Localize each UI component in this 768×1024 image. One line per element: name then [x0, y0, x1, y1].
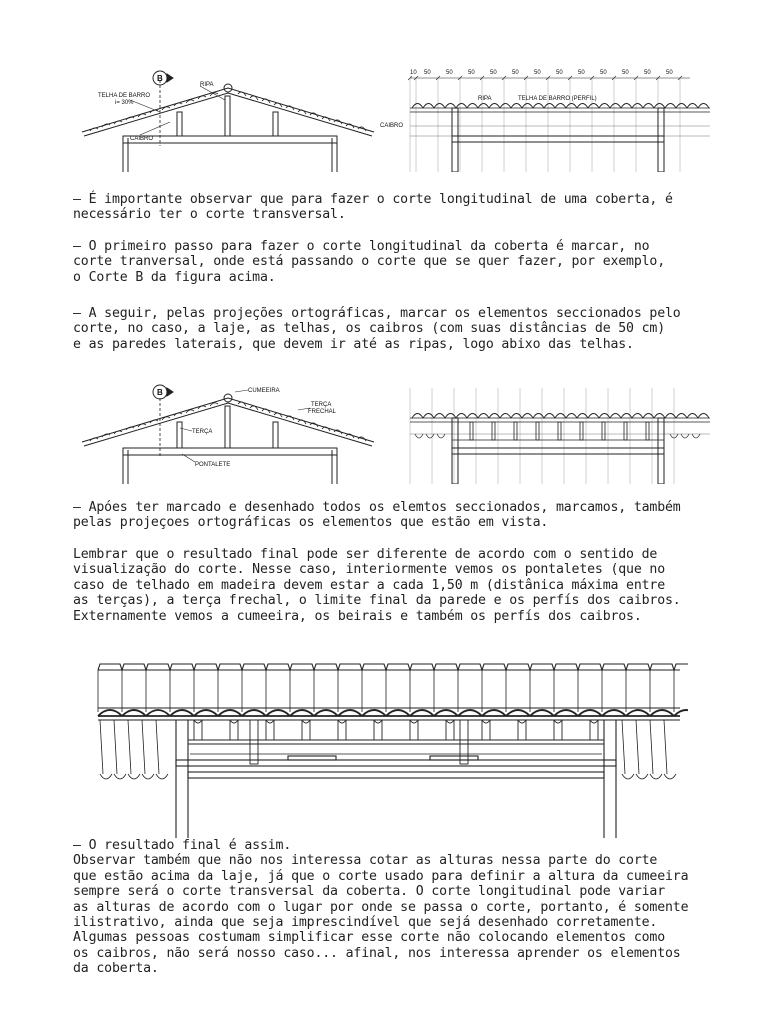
label-terca-frechal-1: TERÇA	[311, 402, 332, 408]
label-caibro: CAIBRO	[130, 136, 154, 142]
figure-1-transverse-section	[82, 71, 374, 172]
section-marker-b-2: B	[157, 388, 163, 397]
dimension-label: 50	[600, 70, 607, 76]
figure-1-longitudinal-labels	[380, 96, 597, 129]
label-ripa-long: RIPA	[478, 96, 492, 102]
paragraph-remember: Lembrar que o resultado final pode ser diferente de acordo com o sentido de visualização do corte. Nesse caso, interiormente vemos os pontaletes (que no caso de telhado em madeira devem estar a cada 1,50 m (distânica máxima entre as terças), a terça frechal, o limite final da parede e os perfís dos caibros. Externamente vemos a cumeeira, os beirais e também os perfís dos caibros.	[73, 547, 681, 624]
paragraph-final-result: – O resultado final é assim. Observar também que não nos interessa cotar as alturas nessa parte do corte que estão acima da laje, já que o corte usado para definir a altura da cumeeira sempre será o corte transversal da coberta. O corte longitudinal pode variar as alturas de acordo com o lugar por onde se passa o corte, portanto, é somente ilistrativo, ainda que seja imprescindível que sejá desenhado corretamente. Algumas pessoas costumam simplificar esse corte não colocando elementos como os caibros, não será nosso caso... afinal, nos interessa aprender os elementos da coberta.	[73, 838, 689, 977]
dimension-label: 50	[446, 70, 453, 76]
label-slope: i= 30%	[115, 100, 134, 106]
figure-1-roof-sections	[70, 60, 710, 172]
label-terca-frechal-2: FRECHAL	[308, 409, 337, 415]
figure-1-longitudinal-section	[408, 76, 710, 172]
section-marker-b: B	[157, 74, 163, 83]
dimension-label: 50	[490, 70, 497, 76]
label-telha-perfil: TELHA DE BARRO (PERFIL)	[518, 96, 597, 102]
figure-2-transverse-labels	[157, 388, 337, 468]
dimension-label: 50	[644, 70, 651, 76]
figure-2-roof-sections	[70, 378, 710, 484]
dimension-label: 50	[534, 70, 541, 76]
paragraph-intro: – É importante observar que para fazer o corte longitudinal de uma coberta, é necessário ter o corte transversal.	[73, 192, 673, 223]
label-caibro-long: CAIBRO	[380, 123, 404, 129]
figure-2-longitudinal-section	[410, 388, 710, 484]
figure-3-final-longitudinal-section	[90, 656, 688, 838]
label-pontalete: PONTALETE	[195, 462, 231, 468]
figure-2-transverse-section	[82, 385, 374, 484]
dimension-label: 50	[666, 70, 673, 76]
figure-1-dimension-labels	[410, 70, 673, 76]
label-terca: TERÇA	[192, 429, 213, 435]
dimension-label: 50	[556, 70, 563, 76]
dimension-label: 50	[578, 70, 585, 76]
paragraph-next-step: – A seguir, pelas projeções ortográficas, marcar os elementos seccionados pelo corte, no caso, a laje, as telhas, os caibros (com suas distâncias de 50 cm) e as paredes laterais, que devem ir até as ripas, logo abixo das telhas.	[73, 306, 681, 352]
paragraph-first-step: – O primeiro passo para fazer o corte longitudinal da coberta é marcar, no corte tranversal, onde está passando o corte que se quer fazer, por exemplo, o Corte B da figura acima.	[73, 239, 666, 285]
label-telha-de-barro: TELHA DE BARRO	[98, 93, 151, 99]
label-ripa: RIPA	[200, 82, 214, 88]
dimension-label: 50	[424, 70, 431, 76]
dimension-label: 50	[468, 70, 475, 76]
dimension-label: 50	[622, 70, 629, 76]
dimension-label: 50	[512, 70, 519, 76]
paragraph-after-marking: – Apóes ter marcado e desenhado todos os elemtos seccionados, marcamos, também pelas projeçoes ortográficas os elementos que estão em vista.	[73, 500, 681, 531]
label-cumeeira: CUMEEIRA	[248, 388, 280, 394]
dimension-label: 10	[410, 70, 417, 76]
